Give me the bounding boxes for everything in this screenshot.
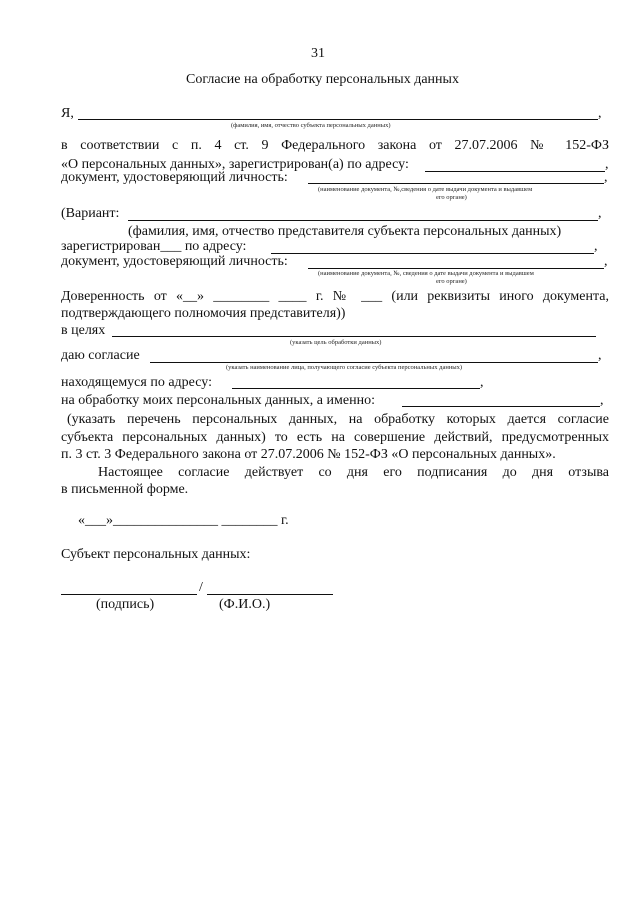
address-field[interactable]	[425, 171, 605, 172]
law-line: в соответствии с п. 4 ст. 9 Федерального закона от 27.07.2006 № 152-ФЗ	[61, 138, 609, 153]
comma: ,	[480, 375, 484, 390]
subject-label: Субъект персональных данных:	[61, 547, 251, 562]
fio-field[interactable]	[78, 119, 598, 120]
rep-document-label: документ, удостоверяющий личность:	[61, 254, 288, 269]
caption-rep-document-2: его органе)	[436, 278, 467, 285]
comma: ,	[600, 393, 604, 408]
consent-recipient-field[interactable]	[150, 362, 598, 363]
page-number: 31	[311, 46, 325, 61]
comma: ,	[594, 239, 598, 254]
validity-line-2: в письменной форме.	[61, 482, 189, 497]
caption-purpose: (указать цель обработки данных)	[290, 339, 382, 346]
data-list-field[interactable]	[402, 406, 600, 407]
variant-field[interactable]	[128, 220, 598, 221]
comma: ,	[598, 206, 602, 221]
caption-fio: (фамилия, имя, отчество субъекта персональных данных)	[231, 122, 391, 129]
located-label: находящемуся по адресу:	[61, 375, 212, 390]
document-field[interactable]	[308, 183, 604, 184]
list-line-2: субъекта персональных данных) то есть на совершение действий, предусмотренных	[61, 430, 609, 445]
power-of-attorney-line-2: подтверждающего полномочия представителя))	[61, 306, 346, 321]
fio-signature-field[interactable]	[207, 594, 333, 595]
registered-label: «О персональных данных», зарегистрирован(а) по адресу:	[61, 157, 409, 172]
comma: ,	[605, 157, 609, 172]
caption-rep-document-1: (наименование документа, №, сведения о дате выдачи документа и выдавшем	[318, 270, 534, 277]
document-label: документ, удостоверяющий личность:	[61, 170, 288, 185]
date-line: «___»_______________ ________ г.	[78, 513, 289, 528]
fio-caption: (Ф.И.О.)	[219, 597, 271, 612]
variant-label: (Вариант:	[61, 206, 120, 221]
comma: ,	[604, 254, 608, 269]
comma: ,	[598, 348, 602, 363]
comma: ,	[598, 106, 602, 121]
power-of-attorney-line: Доверенность от «__» ________ ____ г. № ___ (или реквизиты иного документа,	[61, 289, 609, 304]
caption-document-1: (наименование документа, №,сведения о дате выдачи документа и выдавшем	[318, 186, 533, 193]
validity-line-1: Настоящее согласие действует со дня его подписания до дня отзыва	[98, 465, 609, 480]
signature-field[interactable]	[61, 594, 197, 595]
list-line-3: п. 3 ст. 3 Федерального закона от 27.07.2006 № 152-ФЗ «О персональных данных».	[61, 447, 556, 462]
comma: ,	[604, 170, 608, 185]
purpose-field[interactable]	[112, 336, 596, 337]
label-ya: Я,	[61, 106, 74, 121]
consent-label: даю согласие	[61, 348, 140, 363]
recipient-address-field[interactable]	[232, 388, 480, 389]
caption-consent: (указать наименование лица, получающего согласие субъекта персональных данных)	[226, 364, 463, 371]
processing-label: на обработку моих персональных данных, а именно:	[61, 393, 375, 408]
signature-caption: (подпись)	[96, 597, 155, 612]
document-title: Согласие на обработку персональных данных	[186, 72, 459, 87]
rep-address-field[interactable]	[271, 253, 594, 254]
representative-fio-caption: (фамилия, имя, отчество представителя субъекта персональных данных)	[128, 224, 562, 239]
slash: /	[199, 580, 203, 595]
list-line-1: (указать перечень персональных данных, на обработку которых дается согласие	[67, 412, 609, 427]
purpose-label: в целях	[61, 323, 106, 338]
rep-registered-label: зарегистрирован___ по адресу:	[61, 239, 247, 254]
rep-document-field[interactable]	[308, 268, 604, 269]
caption-document-2: его органе)	[436, 194, 467, 201]
